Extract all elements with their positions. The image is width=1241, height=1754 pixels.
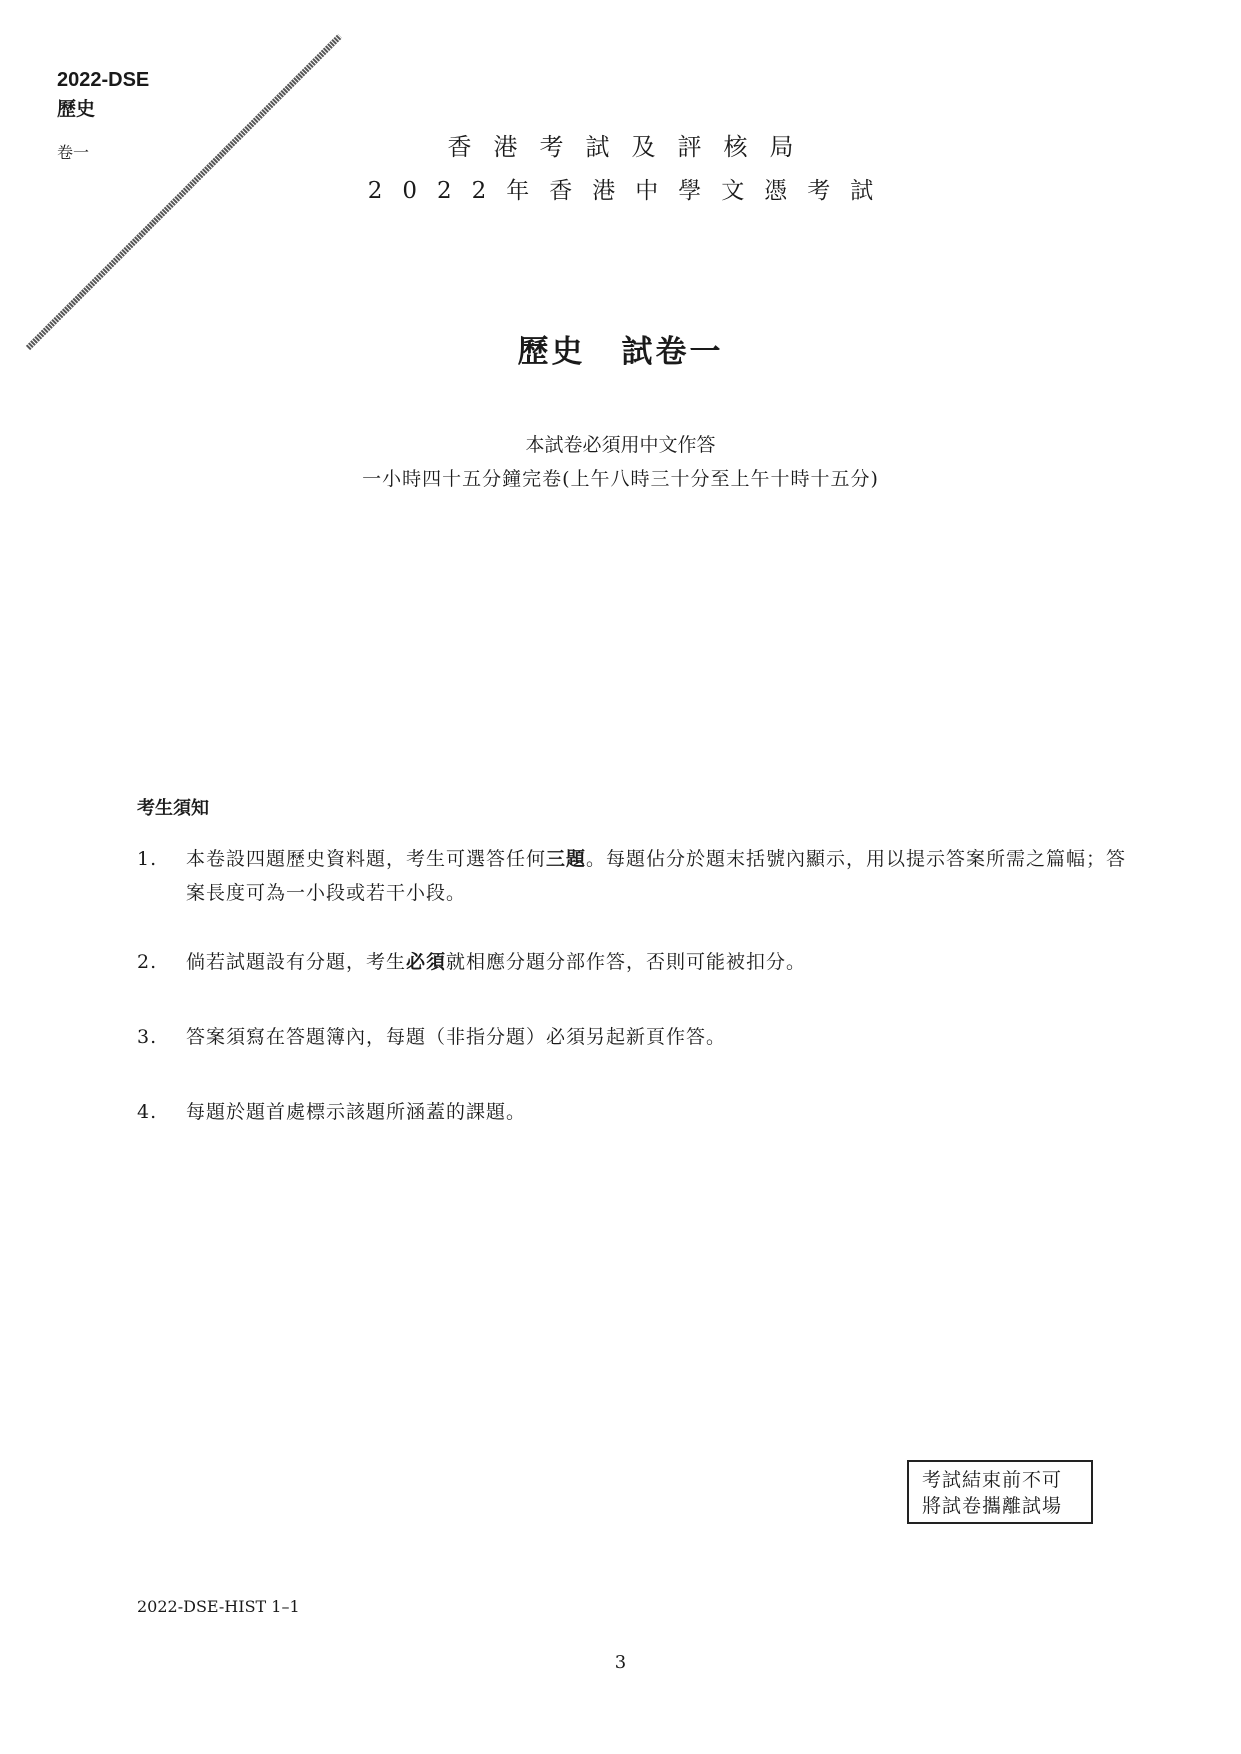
corner-subject: 歷史 (57, 98, 96, 120)
instruction-text (186, 842, 1127, 910)
instruction-item (137, 945, 1127, 979)
instruction-item (137, 1020, 1127, 1054)
instruction-text-part: 本卷設四題歷史資料題，考生可選答任何 (186, 848, 547, 870)
instruction-item (137, 1095, 1127, 1129)
title-subject: 歷史 (517, 334, 586, 370)
instruction-number: 3. (137, 1026, 158, 1048)
language-note: 本試卷必須用中文作答 (525, 434, 716, 456)
notice-line: 考試結束前不可 (922, 1469, 1063, 1491)
instructions-heading: 考生須知 (137, 798, 209, 819)
exam-name: 2022年香港中學文憑考試 (367, 178, 894, 204)
authority-name: 香港考試及評核局 (447, 133, 816, 161)
title-paper: 試卷一 (621, 334, 724, 370)
instruction-emphasis: 三題 (546, 848, 587, 870)
instruction-number: 1. (137, 848, 158, 870)
exam-notice-box (907, 1460, 1093, 1524)
instruction-text-part: 就相應分題分部作答，否則可能被扣分。 (446, 951, 807, 973)
instruction-text-part: 。每題佔分於題末括號內顯示，用以提示答案所需之篇幅；答案長度可為一小段或若干小段。 (186, 848, 1127, 904)
instruction-text (186, 945, 1127, 979)
instruction-text: 每題於題首處標示該題所涵蓋的課題。 (186, 1101, 527, 1123)
instruction-item (137, 842, 1127, 910)
duration-note: 一小時四十五分鐘完卷(上午八時三十分至上午十時十五分) (362, 468, 879, 490)
page-number: 3 (614, 1652, 627, 1673)
instruction-text-part: 倘若試題設有分題，考生 (186, 951, 407, 973)
notice-line: 將試卷攜離試場 (922, 1495, 1063, 1517)
instruction-text: 答案須寫在答題簿內，每題（非指分題）必須另起新頁作答。 (186, 1026, 727, 1048)
footer-paper-code: 2022-DSE-HIST 1–1 (137, 1597, 300, 1616)
corner-exam-code: 2022-DSE (57, 69, 150, 91)
instruction-emphasis: 必須 (406, 951, 447, 973)
page-title (0, 326, 1241, 371)
instruction-number: 2. (137, 951, 158, 973)
instruction-number: 4. (137, 1101, 158, 1123)
corner-paper: 卷一 (57, 143, 90, 162)
